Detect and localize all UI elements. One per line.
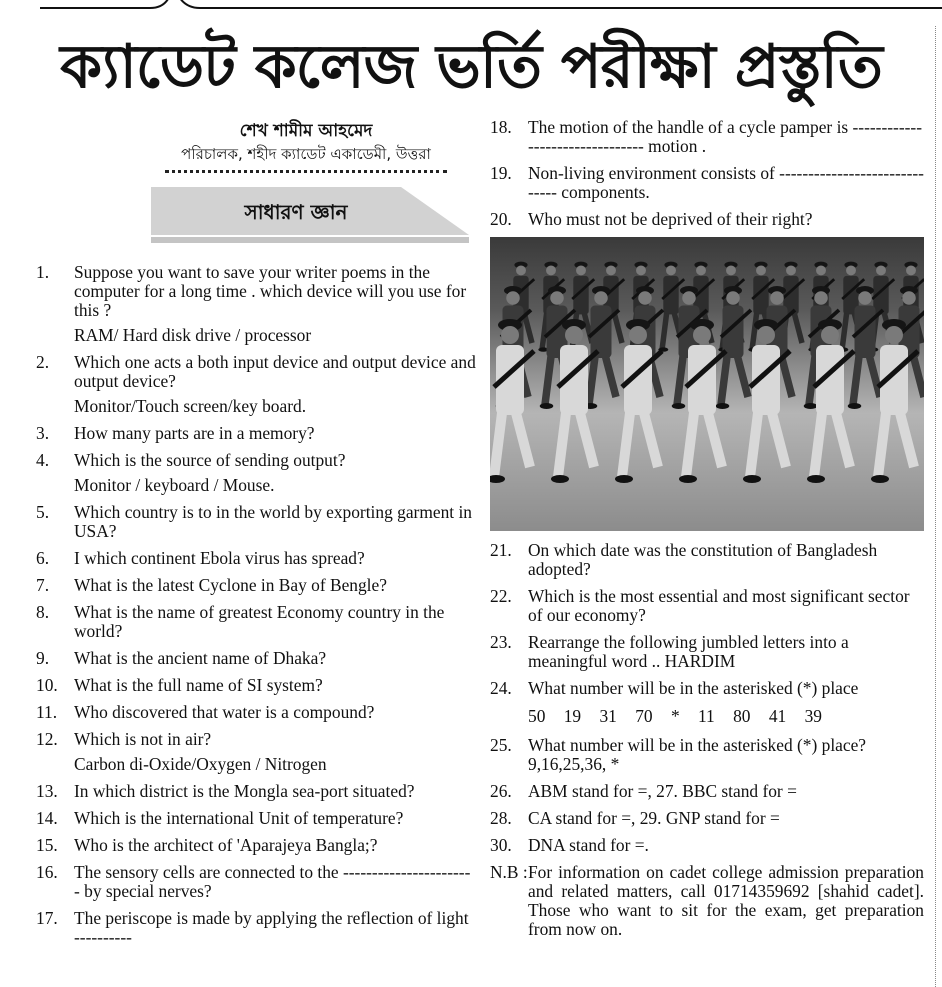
question-text: Which one acts a both input device and output device and output device? — [74, 352, 476, 391]
question-list-right-bottom — [490, 541, 924, 855]
question-number: 14. — [36, 808, 58, 828]
question-item — [490, 210, 924, 229]
answer-options: Monitor/Touch screen/key board. — [74, 396, 307, 416]
question-text: How many parts are in a memory? — [74, 423, 315, 443]
question-text: In which district is the Mongla sea-port situated? — [74, 781, 415, 801]
question-row — [490, 782, 924, 801]
question-item — [36, 782, 476, 801]
question-number: 10. — [36, 675, 58, 695]
question-row — [36, 576, 476, 595]
question-list-right-top — [490, 118, 924, 229]
question-number: 19. — [490, 163, 512, 183]
author-name: শেখ শামীম আহমেদ — [239, 121, 373, 141]
section-banner — [151, 187, 469, 247]
question-text: Which is not in air? — [74, 729, 212, 749]
question-row — [490, 541, 924, 579]
question-list-left — [36, 263, 476, 947]
question-text: What is the latest Cyclone in Bay of Bengle? — [74, 575, 387, 595]
cadets-marching-photo — [490, 237, 924, 531]
answer-options: Carbon di-Oxide/Oxygen / Nitrogen — [74, 754, 327, 774]
question-number: 9. — [36, 648, 50, 668]
answer-options: Monitor / keyboard / Mouse. — [74, 475, 275, 495]
question-number: 20. — [490, 209, 512, 229]
question-number: 26. — [490, 781, 512, 801]
question-row — [36, 703, 476, 722]
question-row — [490, 736, 924, 774]
question-number: 13. — [36, 781, 58, 801]
question-item — [36, 676, 476, 695]
question-item — [490, 809, 924, 828]
answer-options: RAM/ Hard disk drive / processor — [74, 325, 312, 345]
question-number: 7. — [36, 575, 50, 595]
question-item — [490, 633, 924, 671]
question-row — [36, 549, 476, 568]
note-block — [490, 863, 924, 939]
question-row — [490, 164, 924, 202]
question-number: 11. — [36, 702, 58, 722]
question-text: Which country is to in the world by exporting garment in USA? — [74, 502, 472, 541]
question-item — [490, 118, 924, 156]
question-number: 2. — [36, 352, 50, 372]
question-number: 23. — [490, 632, 512, 652]
question-item — [36, 424, 476, 443]
photo-illustration — [490, 237, 924, 531]
question-row — [490, 679, 924, 698]
question-text: Which is the international Unit of temperature? — [74, 808, 404, 828]
question-row — [490, 633, 924, 671]
question-item — [36, 649, 476, 668]
question-row — [36, 263, 476, 320]
right-column — [490, 118, 924, 939]
question-text: Who discovered that water is a compound? — [74, 702, 375, 722]
question-row — [36, 809, 476, 828]
question-number: 15. — [36, 835, 58, 855]
question-text: CA stand for =, 29. GNP stand for = — [528, 808, 780, 828]
question-item — [36, 549, 476, 568]
question-text: What number will be in the asterisked (*) place? 9,16,25,36, * — [528, 735, 867, 774]
question-row — [36, 503, 476, 541]
question-row — [36, 424, 476, 443]
question-text: What is the full name of SI system? — [74, 675, 323, 695]
question-item — [36, 263, 476, 345]
question-row — [36, 353, 476, 391]
cadet-figure — [490, 319, 534, 483]
question-number: 17. — [36, 908, 58, 928]
number-sequence: 50 19 31 70 * 11 80 41 39 — [528, 706, 822, 726]
question-row — [490, 118, 924, 156]
question-row — [490, 836, 924, 855]
note-label: N.B : — [490, 862, 528, 882]
question-text: What is the ancient name of Dhaka? — [74, 648, 327, 668]
question-text: Rearrange the following jumbled letters into a meaningful word .. HARDIM — [528, 632, 849, 671]
question-row — [36, 836, 476, 855]
question-number: 24. — [490, 678, 512, 698]
question-text: What is the name of greatest Economy country in the world? — [74, 602, 445, 641]
dotted-divider — [165, 170, 447, 173]
question-item — [490, 164, 924, 202]
question-item — [36, 730, 476, 774]
question-number: 4. — [36, 450, 50, 470]
question-number: 8. — [36, 602, 50, 622]
question-item — [36, 353, 476, 416]
question-text: The sensory cells are connected to the ----------------------- by special nerves? — [74, 862, 471, 901]
question-item — [36, 836, 476, 855]
question-text: Which is the source of sending output? — [74, 450, 346, 470]
question-item — [36, 451, 476, 495]
column-border — [935, 26, 936, 987]
question-row — [36, 782, 476, 801]
question-text: Who must not be deprived of their right? — [528, 209, 813, 229]
question-item — [36, 809, 476, 828]
question-text: Suppose you want to save your writer poems in the computer for a long time . which device will you use for this ? — [74, 262, 467, 320]
question-item — [490, 736, 924, 774]
question-item — [36, 703, 476, 722]
question-text: I which continent Ebola virus has spread? — [74, 548, 365, 568]
left-column — [36, 118, 476, 955]
question-row — [490, 210, 924, 229]
question-number: 12. — [36, 729, 58, 749]
question-item — [490, 679, 924, 726]
question-item — [490, 541, 924, 579]
question-item — [36, 603, 476, 641]
question-item — [490, 587, 924, 625]
section-title: সাধারণ জ্ঞান — [244, 200, 348, 224]
question-number: 28. — [490, 808, 512, 828]
question-text: The periscope is made by applying the reflection of light ---------- — [74, 908, 469, 947]
question-row — [36, 730, 476, 749]
question-text: The motion of the handle of a cycle pamper is -------------------------------- motion . — [528, 117, 923, 156]
question-row — [36, 603, 476, 641]
question-text: ABM stand for =, 27. BBC stand for = — [528, 781, 797, 801]
question-row — [490, 809, 924, 828]
question-text: Who is the architect of 'Aparajeya Bangla;? — [74, 835, 378, 855]
question-item — [36, 576, 476, 595]
question-row — [490, 587, 924, 625]
question-item — [36, 909, 476, 947]
question-number: 1. — [36, 262, 50, 282]
author-designation: পরিচালক, শহীদ ক্যাডেট একাডেমী, উত্তরা — [181, 145, 431, 163]
question-number: 30. — [490, 835, 512, 855]
byline — [146, 118, 466, 173]
question-number: 5. — [36, 502, 50, 522]
question-text: On which date was the constitution of Bangladesh adopted? — [528, 540, 878, 579]
question-number: 25. — [490, 735, 512, 755]
header-rule — [0, 0, 942, 24]
question-row — [36, 863, 476, 901]
question-number: 18. — [490, 117, 512, 137]
question-number: 3. — [36, 423, 50, 443]
question-number: 16. — [36, 862, 58, 882]
question-number: 22. — [490, 586, 512, 606]
headline: ক্যাডেট কলেজ ভর্তি পরীক্ষা প্রস্তুতি — [60, 32, 882, 102]
question-row — [36, 676, 476, 695]
question-number: 21. — [490, 540, 512, 560]
question-item — [490, 836, 924, 855]
question-number: 6. — [36, 548, 50, 568]
question-row — [36, 451, 476, 470]
note-text: For information on cadet college admission preparation and related matters, call 01714359692 [shahid cadet]. Those who want to sit for the exam, get preparation from now on. — [528, 862, 924, 939]
question-item — [36, 503, 476, 541]
question-item — [36, 863, 476, 901]
question-text: Which is the most essential and most significant sector of our economy? — [528, 586, 910, 625]
question-item — [490, 782, 924, 801]
question-text: DNA stand for =. — [528, 835, 649, 855]
question-row — [36, 649, 476, 668]
question-text: Non-living environment consists of ------------------------------ components. — [528, 163, 924, 202]
question-text: What number will be in the asterisked (*) place — [528, 678, 859, 698]
question-row — [36, 909, 476, 947]
